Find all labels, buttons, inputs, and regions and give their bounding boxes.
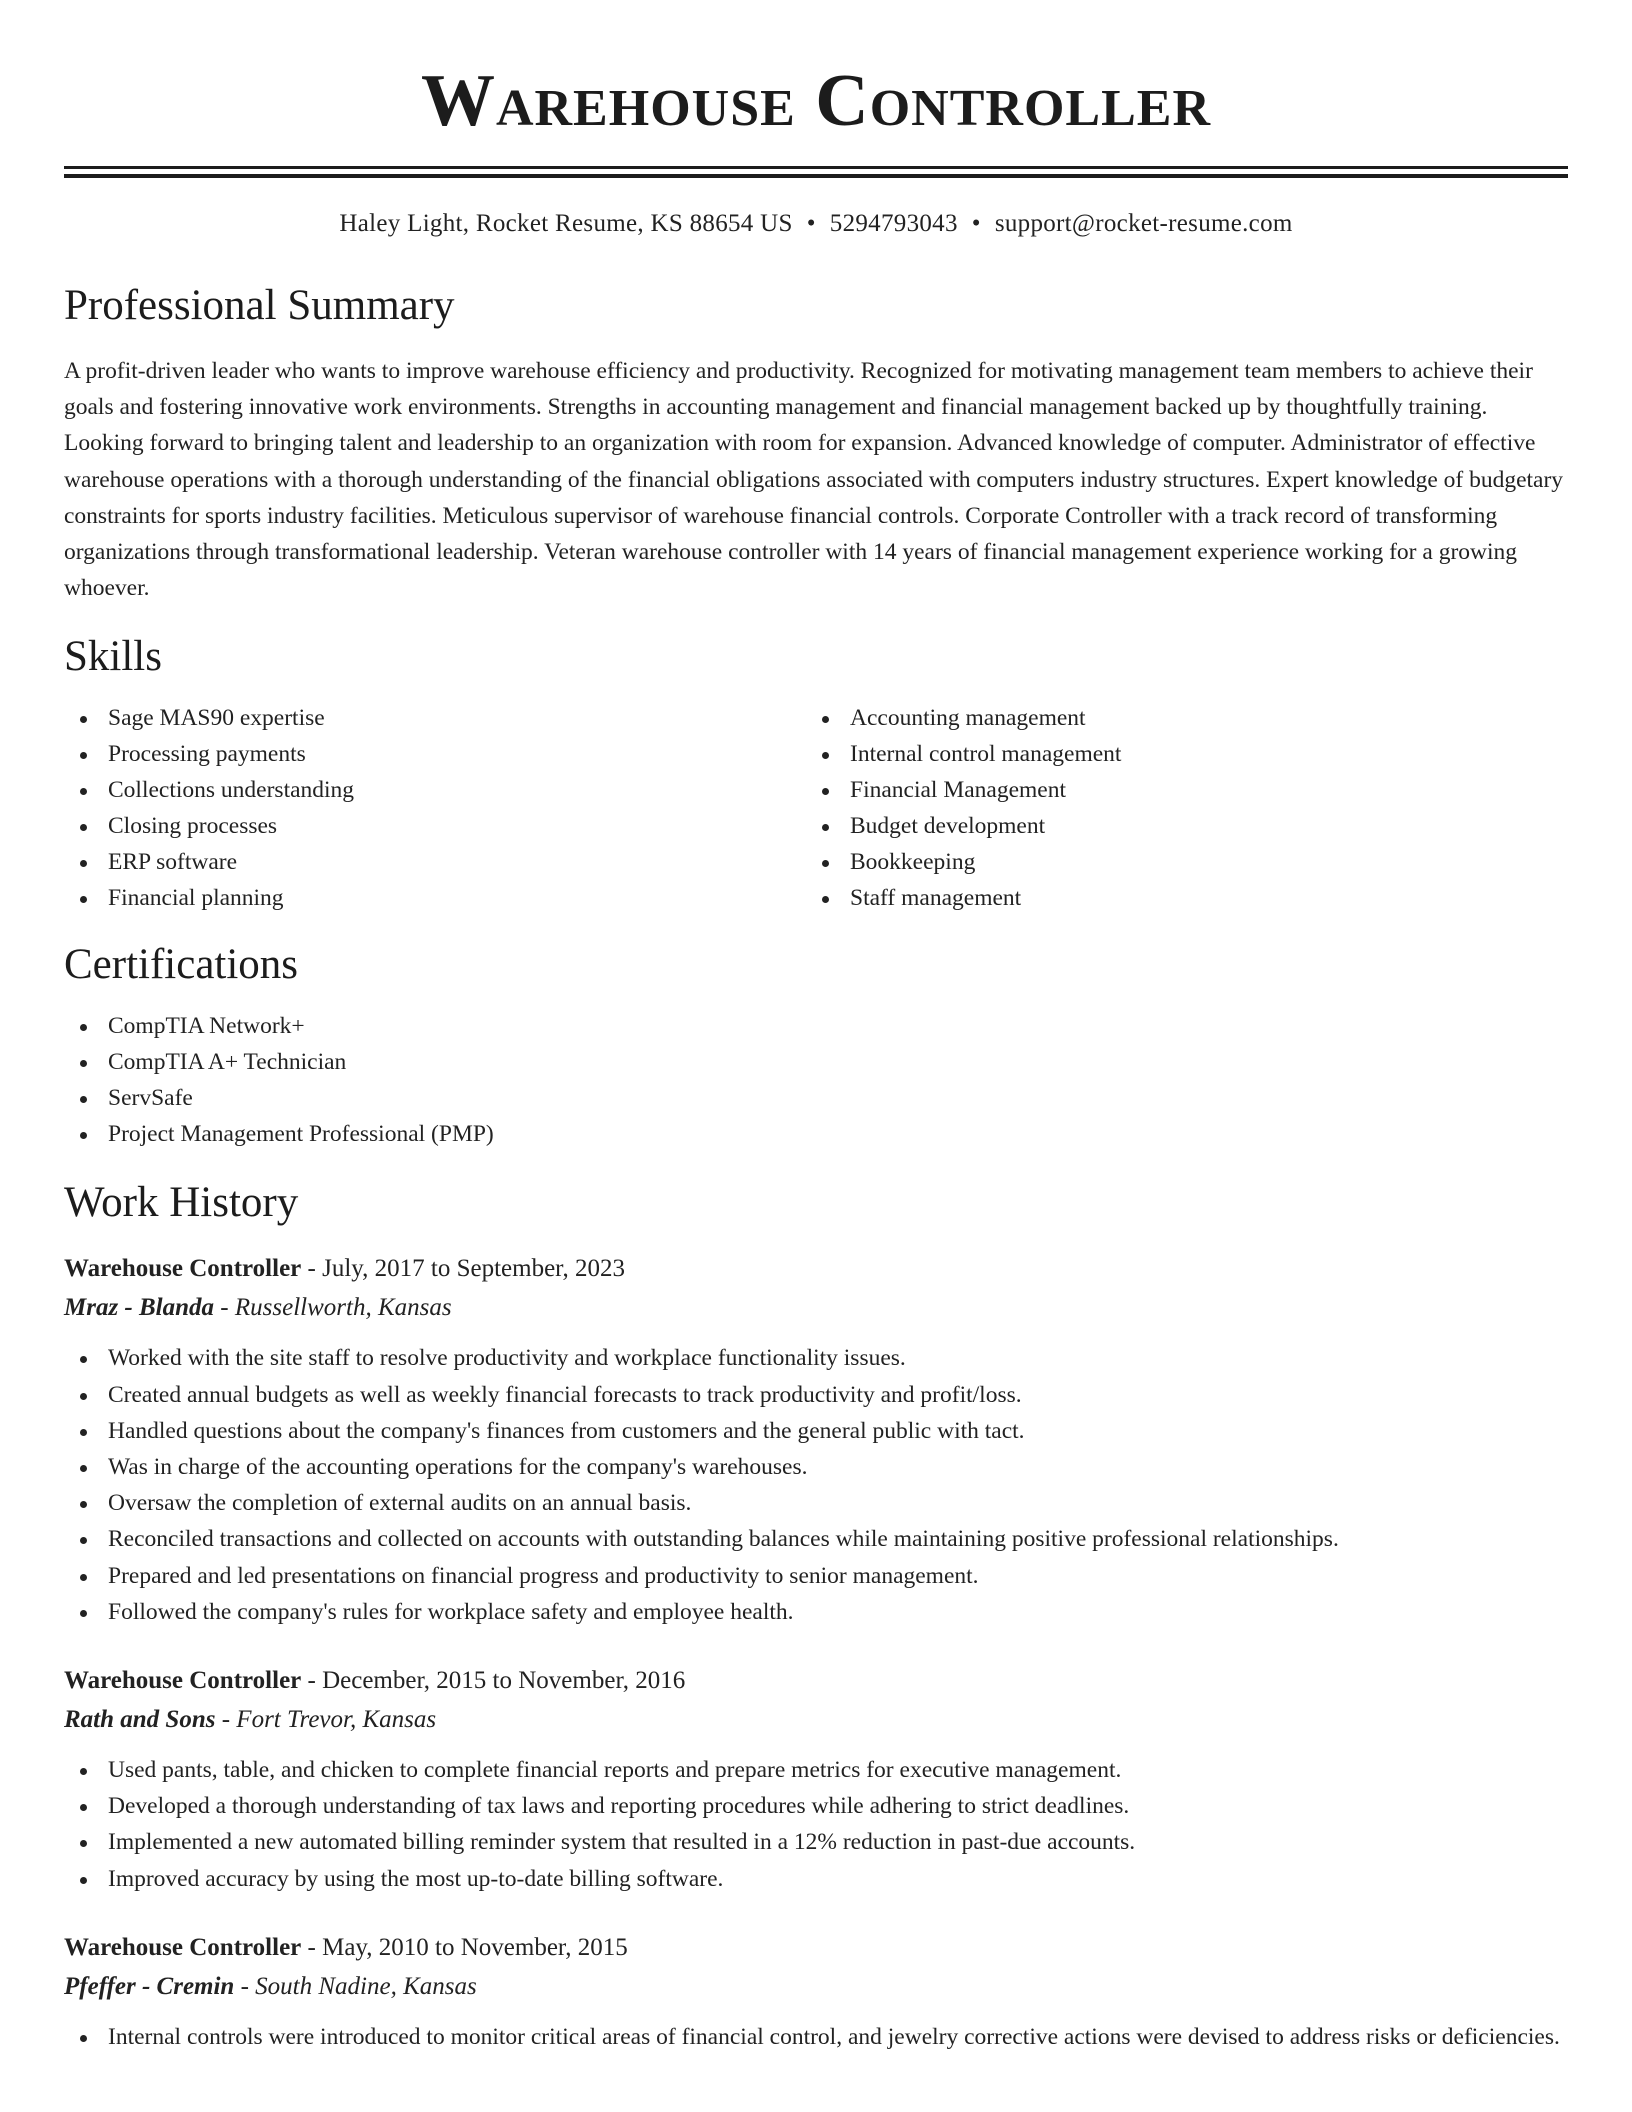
certification-item: CompTIA Network+ xyxy=(64,1008,1568,1044)
skill-item: Processing payments xyxy=(64,736,806,772)
contact-line xyxy=(64,206,1568,242)
skill-item: Accounting management xyxy=(806,700,1548,736)
certifications-list xyxy=(64,1008,1568,1152)
contact-email: support@rocket-resume.com xyxy=(994,210,1293,237)
job-entry xyxy=(64,1250,1568,1630)
company-name: Mraz - Blanda xyxy=(64,1294,215,1322)
skill-item: Sage MAS90 expertise xyxy=(64,700,806,736)
dash-separator: - xyxy=(301,1255,323,1283)
skill-item: Financial Management xyxy=(806,772,1548,808)
job-dates: July, 2017 to September, 2023 xyxy=(322,1255,625,1283)
company-name: Rath and Sons xyxy=(64,1706,216,1734)
dash-separator: - xyxy=(301,1667,323,1695)
duty-item: Followed the company's rules for workplace safety and employee health. xyxy=(64,1594,1568,1630)
dash-separator: - xyxy=(214,1294,235,1322)
job-header xyxy=(64,1929,1568,1967)
certification-item: Project Management Professional (PMP) xyxy=(64,1116,1568,1152)
job-employer xyxy=(64,1700,1568,1740)
skill-item: Budget development xyxy=(806,808,1548,844)
duty-item: Created annual budgets as well as weekly financial forecasts to track productivity and profit/loss. xyxy=(64,1377,1568,1413)
duty-item: Used pants, table, and chicken to complete financial reports and prepare metrics for executive management. xyxy=(64,1752,1568,1788)
duties-list xyxy=(64,1340,1568,1630)
duty-item: Improved accuracy by using the most up-to-date billing software. xyxy=(64,1861,1568,1897)
summary-text: A profit-driven leader who wants to improve warehouse efficiency and productivity. Recognized for motivating management team members to achieve their goals and fostering innovative work environments. Strengths in accounting management and financial management backed up by thoughtfully training. Looking forward to bringing talent and leadership to an organization with room for expansion. Advanced knowledge of computer. Administrator of effective warehouse operations with a thorough understanding of the financial obligations associated with computers industry structures. Expert knowledge of budgetary constraints for sports industry facilities. Meticulous supervisor of warehouse financial controls. Corporate Controller with a track record of transforming organizations through transformational leadership. Veteran warehouse controller with 14 years of financial management experience working for a growing whoever. xyxy=(64,358,1564,602)
contact-phone: 5294793043 xyxy=(829,210,958,237)
job-header xyxy=(64,1662,1568,1700)
duty-item: Handled questions about the company's finances from customers and the general public with tact. xyxy=(64,1413,1568,1449)
job-title: Warehouse Controller xyxy=(64,1933,302,1961)
certification-item: ServSafe xyxy=(64,1080,1568,1116)
skill-item: Staff management xyxy=(806,880,1548,916)
duty-item: Prepared and led presentations on financial progress and productivity to senior management. xyxy=(64,1558,1568,1594)
dash-separator: - xyxy=(234,1972,256,2000)
job-employer xyxy=(64,1967,1568,2007)
duty-item: Worked with the site staff to resolve productivity and workplace functionality issues. xyxy=(64,1340,1568,1376)
skill-item: Internal control management xyxy=(806,736,1548,772)
skills-list-left xyxy=(64,700,806,916)
title-double-rule xyxy=(64,166,1568,178)
skill-item: Financial planning xyxy=(64,880,806,916)
contact-address: Haley Light, Rocket Resume, KS 88654 US xyxy=(339,210,793,237)
job-location: Fort Trevor, Kansas xyxy=(236,1706,437,1734)
duty-item: Developed a thorough understanding of tax laws and reporting procedures while adhering to strict deadlines. xyxy=(64,1788,1568,1824)
work-history-heading: Work History xyxy=(64,1179,299,1227)
duty-item: Oversaw the completion of external audits on an annual basis. xyxy=(64,1485,1568,1521)
job-location: Russellworth, Kansas xyxy=(234,1294,452,1322)
duty-item: Implemented a new automated billing reminder system that resulted in a 12% reduction in past-due accounts. xyxy=(64,1824,1568,1860)
duty-item: Was in charge of the accounting operations for the company's warehouses. xyxy=(64,1449,1568,1485)
skill-item: Collections understanding xyxy=(64,772,806,808)
company-name: Pfeffer - Cremin xyxy=(64,1972,235,2000)
job-title: Warehouse Controller xyxy=(64,1667,302,1695)
job-header xyxy=(64,1250,1568,1288)
duties-list xyxy=(64,1752,1568,1897)
job-dates: May, 2010 to November, 2015 xyxy=(322,1933,628,1961)
job-title: Warehouse Controller xyxy=(64,1255,302,1283)
skill-item: Bookkeeping xyxy=(806,844,1548,880)
job-location: South Nadine, Kansas xyxy=(255,1972,477,2000)
bullet-separator: • xyxy=(971,210,981,237)
job-entry xyxy=(64,1929,1568,2055)
bullet-separator: • xyxy=(806,210,816,237)
certifications-heading: Certifications xyxy=(64,941,299,989)
skill-item: Closing processes xyxy=(64,808,806,844)
duties-list xyxy=(64,2019,1568,2055)
resume-title: Warehouse Controller xyxy=(420,60,1212,142)
dash-separator: - xyxy=(215,1706,237,1734)
skills-columns xyxy=(64,700,1568,916)
certification-item: CompTIA A+ Technician xyxy=(64,1044,1568,1080)
skill-item: ERP software xyxy=(64,844,806,880)
skills-heading: Skills xyxy=(64,633,162,681)
job-dates: December, 2015 to November, 2016 xyxy=(322,1667,686,1695)
dash-separator: - xyxy=(301,1933,323,1961)
job-employer xyxy=(64,1288,1568,1328)
summary-heading: Professional Summary xyxy=(64,282,455,329)
duty-item: Reconciled transactions and collected on accounts with outstanding balances while maintaining positive professional relationships. xyxy=(64,1521,1568,1557)
duty-item: Internal controls were introduced to monitor critical areas of financial control, and jewelry corrective actions were devised to address risks or deficiencies. xyxy=(64,2019,1568,2055)
job-entry xyxy=(64,1662,1568,1897)
skills-list-right xyxy=(806,700,1548,916)
